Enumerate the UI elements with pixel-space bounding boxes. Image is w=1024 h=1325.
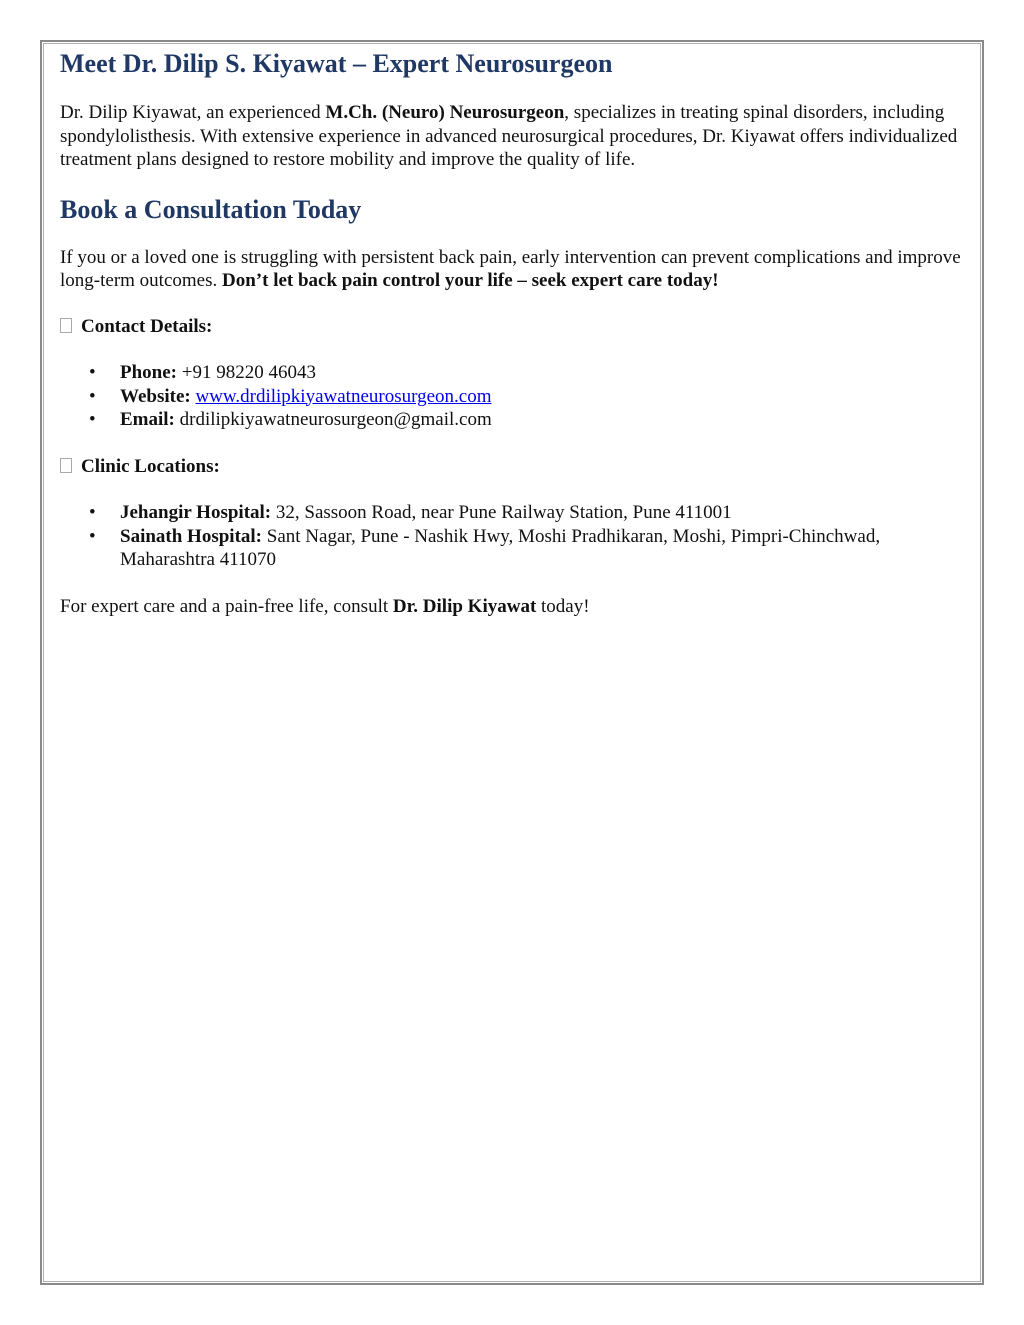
intro-paragraph xyxy=(60,101,975,172)
clinics-title: Clinic Locations: xyxy=(81,455,220,477)
document-body xyxy=(60,48,975,640)
missing-glyph-icon xyxy=(60,318,72,333)
list-item-clinic xyxy=(120,525,940,572)
consult-text: If you or a loved one is struggling with persistent back pain, early intervention can prevent complications and improve long-term outcomes. xyxy=(60,246,961,291)
clinic-name: Jehangir Hospital: xyxy=(120,502,272,523)
list-item-email xyxy=(120,408,975,432)
contact-title: Contact Details: xyxy=(81,315,213,337)
closing-paragraph xyxy=(60,595,975,619)
contact-list xyxy=(60,361,975,432)
list-item-phone xyxy=(120,361,975,385)
clinic-list xyxy=(60,501,940,572)
clinic-address: Sant Nagar, Pune - Nashik Hwy, Moshi Pradhikaran, Moshi, Pimpri-Chinchwad, Maharashtra 411070 xyxy=(120,525,881,570)
page-title: Meet Dr. Dilip S. Kiyawat – Expert Neurosurgeon xyxy=(60,49,613,78)
closing-text: For expert care and a pain-free life, consult xyxy=(60,595,393,617)
consult-paragraph xyxy=(60,246,975,293)
list-item-clinic xyxy=(120,501,940,525)
website-link[interactable]: www.drdilipkiyawatneurosurgeon.com xyxy=(195,385,492,407)
intro-bold: M.Ch. (Neuro) Neurosurgeon xyxy=(325,102,565,123)
missing-glyph-icon xyxy=(60,458,72,473)
intro-text-2: , specializes in treating spinal disorders, including spondylolisthesis. With extensive experience in advanced neurosurgical procedures, Dr. Kiyawat offers individualized treatment plans designed to restore mobility and improve the quality of life. xyxy=(60,102,958,170)
phone-label: Phone: xyxy=(120,362,177,383)
email-value: drdilipkiyawatneurosurgeon@gmail.com xyxy=(174,409,492,430)
clinic-address: 32, Sassoon Road, near Pune Railway Station, Pune 411001 xyxy=(271,502,732,523)
contact-heading xyxy=(60,315,975,339)
intro-text: Dr. Dilip Kiyawat, an experienced xyxy=(60,102,326,123)
closing-text-2: today! xyxy=(536,595,590,617)
phone-value: +91 98220 46043 xyxy=(177,362,316,383)
website-label: Website: xyxy=(120,385,191,407)
consult-bold: Don’t let back pain control your life – seek expert care today! xyxy=(222,270,719,291)
list-item-website xyxy=(120,385,975,409)
email-label: Email: xyxy=(120,409,175,430)
clinics-heading xyxy=(60,455,975,479)
section-heading-consultation: Book a Consultation Today xyxy=(60,194,362,224)
clinic-name: Sainath Hospital: xyxy=(120,525,263,547)
closing-bold: Dr. Dilip Kiyawat xyxy=(392,595,537,617)
